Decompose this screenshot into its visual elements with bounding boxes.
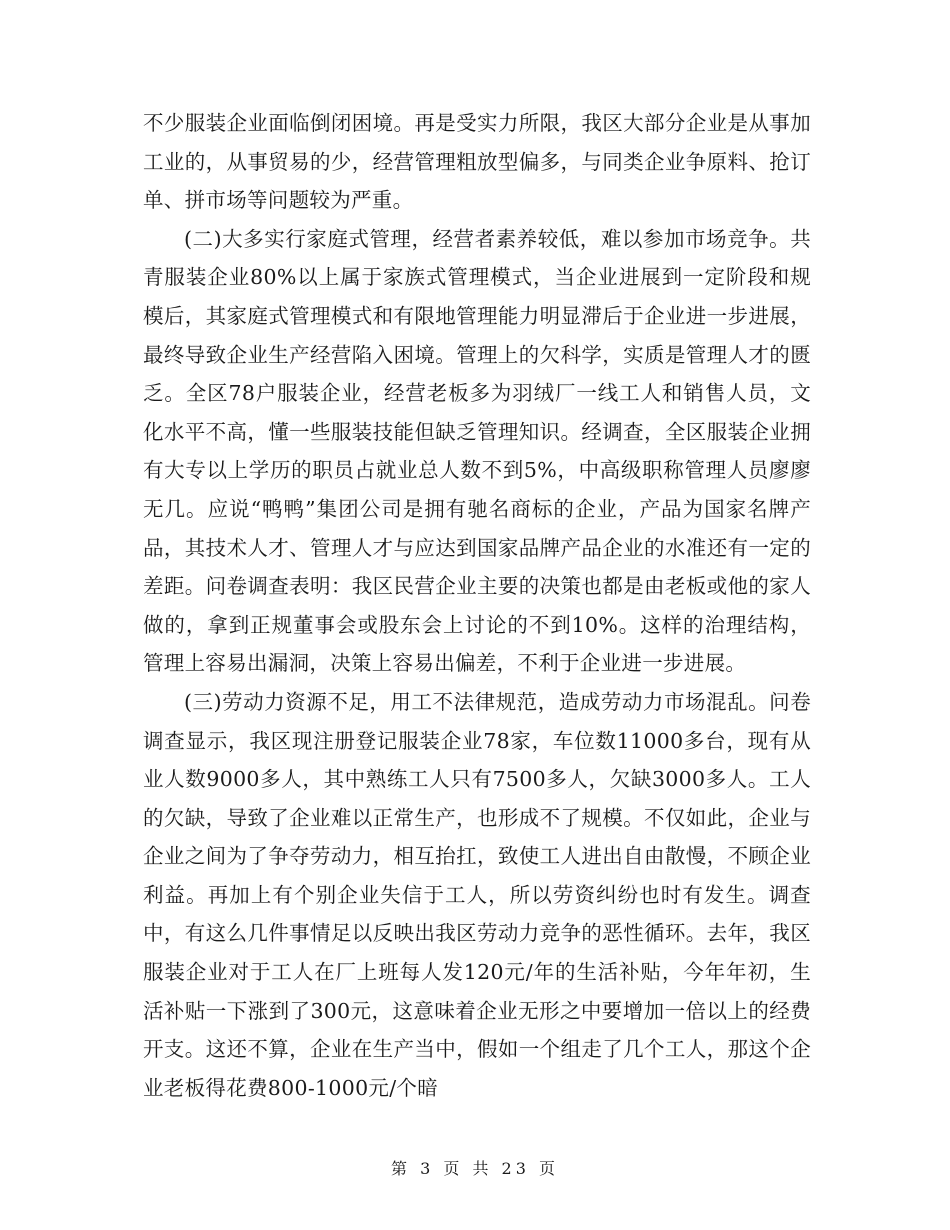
paragraph-2: (二)大多实行家庭式管理，经营者素养较低，难以参加市场竞争。共青服装企业80%以上属于家族式管理模式，当企业进展到一定阶段和规模后，其家庭式管理模式和有限地管理能力明显滞后于企业进一步进展，最终导致企业生产经营陷入困境。管理上的欠科学，实质是管理人才的匮乏。全区78户服装企业，经营老板多为羽绒厂一线工人和销售人员，文化水平不高，懂一些服装技能但缺乏管理知识。经调查，全区服装企业拥有大专以上学历的职员占就业总人数不到5%，中高级职称管理人员廖廖无几。应说“鸭鸭”集团公司是拥有驰名商标的企业，产品为国家名牌产品，其技术人才、管理人才与应达到国家品牌产品企业的水准还有一定的差距。问卷调查表明：我区民营企业主要的决策也都是由老板或他的家人做的，拿到正规董事会或股东会上讨论的不到10%。这样的治理结构，管理上容易出漏洞，决策上容易出偏差，不利于企业进一步进展。 [143,226,811,676]
paragraph-1: 不少服装企业面临倒闭困境。再是受实力所限，我区大部分企业是从事加工业的，从事贸易的少，经营管理粗放型偏多，与同类企业争原料、抢订单、拼市场等问题较为严重。 [143,111,811,213]
document-body [143,104,811,1107]
page-number-footer: 第 3 页 共 23 页 [391,1159,559,1178]
paragraph-3: (三)劳动力资源不足，用工不法律规范，造成劳动力市场混乱。问卷调查显示，我区现注册登记服装企业78家，车位数11000多台，现有从业人数9000多人，其中熟练工人只有7500多人，欠缺3000多人。工人的欠缺，导致了企业难以正常生产，也形成不了规模。不仅如此，企业与企业之间为了争夺劳动力，相互抬扛，致使工人进出自由散慢，不顾企业利益。再加上有个别企业失信于工人，所以劳资纠纷也时有发生。调查中，有这么几件事情足以反映出我区劳动力竞争的恶性循环。去年，我区服装企业对于工人在厂上班每人发120元/年的生活补贴，今年年初，生活补贴一下涨到了300元，这意味着企业无形之中要增加一倍以上的经费开支。这还不算，企业在生产当中，假如一个组走了几个工人，那这个企业老板得花费800-1000元/个暗 [143,689,811,1100]
